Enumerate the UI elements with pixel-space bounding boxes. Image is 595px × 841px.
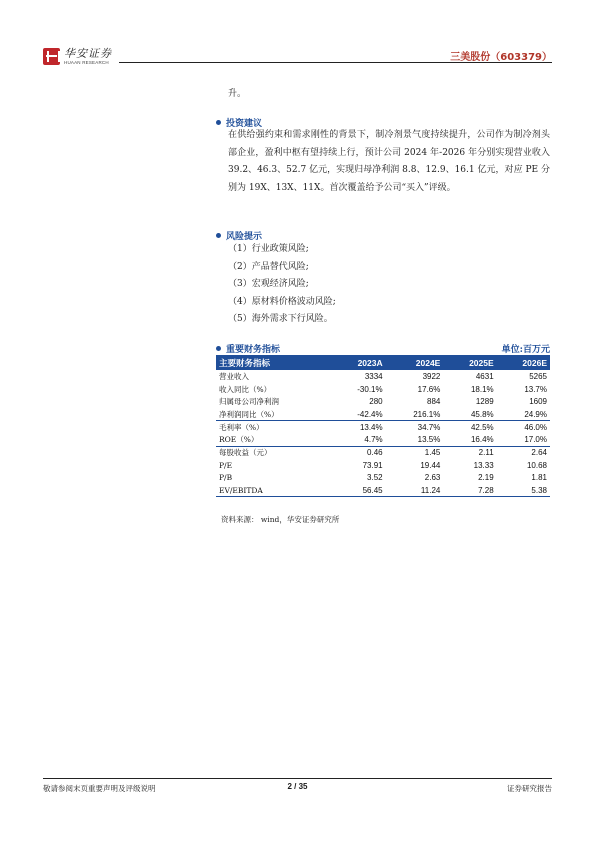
header-cell: 主要财务指标: [216, 355, 331, 370]
table-row: [216, 472, 550, 485]
company-logo: [43, 48, 112, 66]
value-cell: 13.7%: [524, 384, 547, 394]
risk-item: （4）原材料价格波动风险;: [228, 296, 336, 307]
intro-tail-text: 升。: [228, 89, 247, 99]
risk-item: （2）产品替代风险;: [228, 261, 309, 272]
header-divider: [119, 62, 552, 63]
value-cell: 216.1%: [413, 409, 441, 419]
table-body: [216, 370, 550, 497]
value-cell: 2.63: [424, 473, 441, 483]
table-title-text: 重要财务指标: [226, 345, 281, 355]
table-title: [216, 342, 280, 355]
value-cell: -42.4%: [357, 409, 383, 419]
risk-item: （5）海外需求下行风险。: [228, 314, 333, 324]
value-cell: 5265: [529, 371, 547, 381]
value-cell: 0.46: [331, 446, 386, 459]
bullet-icon: [216, 346, 221, 351]
value-cell: 10.68: [526, 460, 547, 470]
bullet-icon: [216, 120, 221, 125]
value-cell: 2.11: [443, 446, 496, 459]
value-cell: 19.44: [420, 460, 441, 470]
value-cell: 16.4%: [470, 435, 494, 445]
row-label-cell: 收入同比（%）: [219, 384, 272, 394]
value-cell: 45.8%: [470, 409, 494, 419]
value-cell: 11.24: [386, 484, 444, 497]
footer-disclaimer: 敬请参阅末页重要声明及评级说明: [43, 784, 156, 793]
table-row: [216, 395, 550, 408]
value-cell: 2.64: [497, 446, 550, 459]
header-cell: 2023A: [331, 355, 386, 370]
value-cell: 17.6%: [417, 384, 441, 394]
table-row: [216, 421, 550, 434]
header-cell: 2026E: [497, 355, 550, 370]
financial-table: [216, 355, 550, 497]
row-label-cell: 每股收益（元）: [216, 446, 331, 459]
table-title-row: [216, 342, 550, 355]
risk-item: （3）宏观经济风险;: [228, 279, 309, 289]
footer-report-type: 证券研究报告: [507, 784, 552, 793]
table-header-row: [216, 355, 550, 370]
value-cell: 3334: [364, 371, 383, 381]
value-cell: 42.5%: [443, 421, 496, 434]
value-cell: 5.38: [497, 484, 550, 497]
value-cell: 17.0%: [524, 435, 547, 445]
risk-item: （1）行业政策风险;: [228, 244, 309, 254]
row-label-cell: P/E: [219, 460, 233, 470]
table-row: [216, 433, 550, 446]
value-cell: 884: [427, 397, 441, 407]
value-cell: 13.4%: [331, 421, 386, 434]
value-cell: 2.19: [478, 473, 494, 483]
value-cell: 4.7%: [364, 435, 383, 445]
row-label-cell: 营业收入: [219, 371, 249, 381]
value-cell: 7.28: [443, 484, 496, 497]
value-cell: 280: [369, 397, 383, 407]
row-label-cell: 归属母公司净利润: [219, 397, 279, 407]
header-cell: 2025E: [443, 355, 496, 370]
table-row: [216, 484, 550, 497]
logo-name-en: HUAAN RESEARCH: [64, 60, 109, 65]
value-cell: 46.0%: [497, 421, 550, 434]
risk-title-text: 风险提示: [226, 232, 263, 242]
table-row: [216, 459, 550, 472]
value-cell: 3.52: [367, 473, 383, 483]
value-cell: 24.9%: [524, 409, 547, 419]
value-cell: 73.91: [362, 460, 383, 470]
risk-list: [228, 241, 550, 329]
value-cell: 13.33: [473, 460, 494, 470]
value-cell: -30.1%: [357, 384, 383, 394]
row-label-cell: EV/EBITDA: [216, 484, 331, 497]
row-label-cell: 毛利率（%）: [216, 421, 331, 434]
table-source: 资料来源： wind，华安证券研究所: [221, 515, 340, 524]
value-cell: 34.7%: [386, 421, 444, 434]
logo-name-cn: 华安证券: [64, 47, 112, 60]
row-label-cell: ROE（%）: [219, 435, 259, 445]
row-label-cell: P/B: [219, 473, 233, 483]
table-row: [216, 446, 550, 459]
value-cell: 1289: [475, 397, 494, 407]
table-row: [216, 370, 550, 383]
table-row: [216, 383, 550, 396]
table-unit: 单位:百万元: [501, 345, 550, 355]
row-label-cell: 净利润同比（%）: [219, 409, 279, 419]
page-number: 2 / 35: [287, 782, 308, 791]
footer-divider: [43, 778, 552, 779]
value-cell: 1.45: [386, 446, 444, 459]
investment-title-text: 投资建议: [226, 119, 263, 129]
value-cell: 3922: [422, 371, 441, 381]
value-cell: 13.5%: [417, 435, 441, 445]
logo-mark-icon: [43, 48, 60, 65]
investment-body-text: 在供给强约束和需求刚性的背景下，制冷剂景气度持续提升，公司作为制冷剂头部企业，盈利中枢有望持续上行，预计公司 2024 年-2026 年分别实现营业收入 39.2、46.3、52.7 亿元，实现归母净利润 8.8、12.9、16.1 亿元，对应 PE 分别为 19X、13X、11X。首次覆盖给予公司“买入”评级。: [228, 130, 550, 193]
header-cell: 2024E: [386, 355, 444, 370]
value-cell: 18.1%: [470, 384, 494, 394]
table-row: [216, 408, 550, 421]
bullet-icon: [216, 233, 221, 238]
value-cell: 1609: [529, 397, 547, 407]
value-cell: 56.45: [331, 484, 386, 497]
value-cell: 4631: [475, 371, 494, 381]
value-cell: 1.81: [531, 473, 547, 483]
header-company-title: 三美股份（603379）: [450, 52, 552, 63]
